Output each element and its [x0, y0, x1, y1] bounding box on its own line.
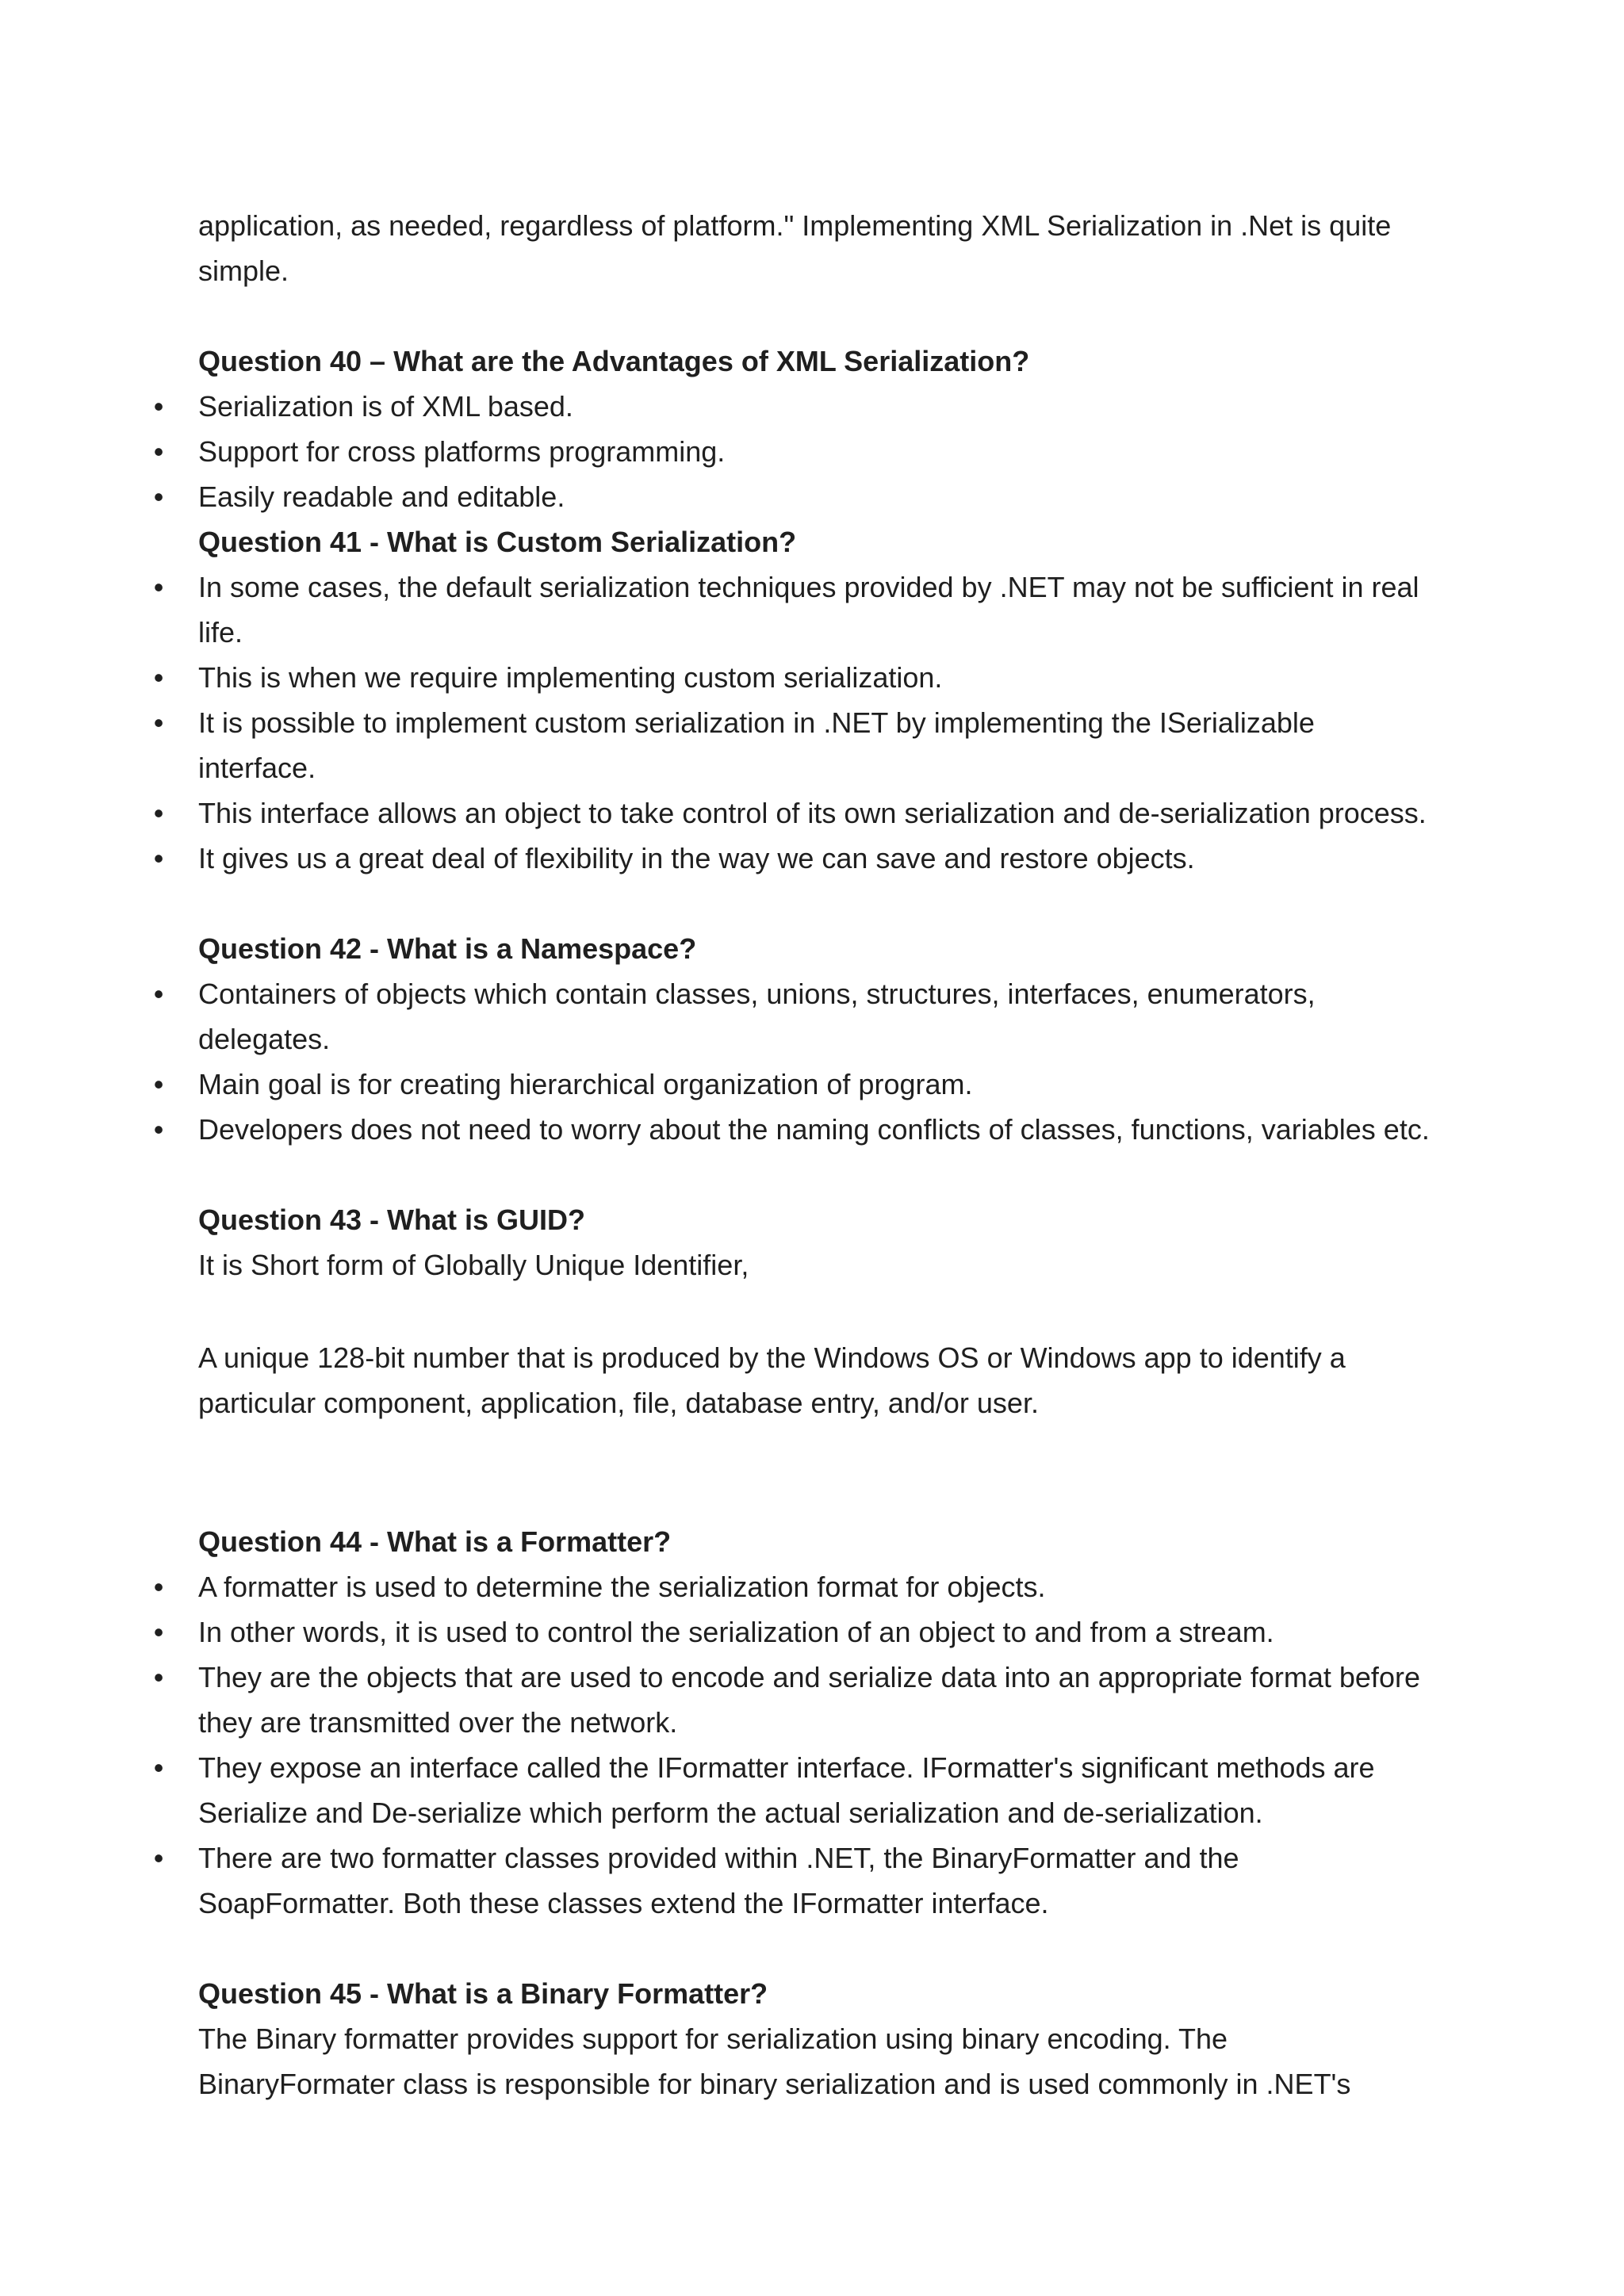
list-item-line: It is possible to implement custom serialization in .NET by implementing the ISerializable [198, 706, 1315, 739]
text-line: BinaryFormater class is responsible for binary serialization and is used commonly in .NET's [198, 2068, 1351, 2100]
list-item [153, 1107, 1451, 1152]
list-item-line: There are two formatter classes provided within .NET, the BinaryFormatter and the [198, 1842, 1239, 1874]
list-item-line: life. [198, 616, 243, 649]
question-45-heading: Question 45 - What is a Binary Formatter? [198, 1977, 768, 2010]
list-item-line: It gives us a great deal of flexibility in the way we can save and restore objects. [198, 842, 1195, 874]
list-item-line: delegates. [198, 1023, 331, 1055]
list-item-text: Serialization is of XML based. [198, 390, 573, 423]
question-41-list [153, 564, 1451, 881]
list-item [153, 1609, 1451, 1655]
list-item [153, 700, 1451, 790]
bullet-icon: • [153, 1571, 164, 1603]
question-42-heading: Question 42 - What is a Namespace? [198, 932, 697, 965]
bullet-icon: • [153, 1751, 164, 1784]
list-item-line: They are the objects that are used to encode and serialize data into an appropriate format before [198, 1661, 1420, 1693]
bullet-icon: • [153, 571, 164, 603]
list-item [153, 1745, 1451, 1835]
bullet-icon: • [153, 480, 164, 513]
list-item-line: In other words, it is used to control the serialization of an object to and from a stream. [198, 1616, 1274, 1648]
list-item [153, 384, 1451, 429]
text-line: simple. [198, 254, 289, 287]
question-44-heading: Question 44 - What is a Formatter? [198, 1525, 672, 1558]
list-item [153, 655, 1451, 700]
bullet-icon: • [153, 661, 164, 694]
bullet-icon: • [153, 1661, 164, 1693]
list-item-line: SoapFormatter. Both these classes extend the IFormatter interface. [198, 1887, 1049, 1919]
question-42-list [153, 971, 1451, 1152]
list-item-line: They expose an interface called the IFormatter interface. IFormatter's significant methods are [198, 1751, 1375, 1784]
list-item [153, 1062, 1451, 1107]
list-item-line: Developers does not need to worry about the naming conflicts of classes, functions, variables etc. [198, 1113, 1430, 1146]
bullet-icon: • [153, 1842, 164, 1874]
bullet-icon: • [153, 978, 164, 1010]
list-item-line: This is when we require implementing custom serialization. [198, 661, 943, 694]
question-40-list [153, 384, 1451, 519]
question-43-heading: Question 43 - What is GUID? [198, 1203, 586, 1236]
bullet-icon: • [153, 1068, 164, 1100]
list-item-line: This interface allows an object to take control of its own serialization and de-serialization process. [198, 797, 1427, 829]
list-item-line: A formatter is used to determine the serialization format for objects. [198, 1571, 1046, 1603]
list-item [153, 1564, 1451, 1609]
list-item [153, 971, 1451, 1062]
text-line: A unique 128-bit number that is produced by the Windows OS or Windows app to identify a [198, 1341, 1346, 1374]
bullet-icon: • [153, 1616, 164, 1648]
list-item-line: they are transmitted over the network. [198, 1706, 678, 1739]
bullet-icon: • [153, 842, 164, 874]
question-43-text: It is Short form of Globally Unique Identifier, [198, 1249, 749, 1281]
bullet-icon: • [153, 1113, 164, 1146]
list-item [153, 1835, 1451, 1926]
list-item [153, 836, 1451, 881]
text-line: particular component, application, file, database entry, and/or user. [198, 1387, 1039, 1419]
list-item [153, 474, 1451, 519]
page-content [153, 203, 1451, 2107]
list-item-line: Main goal is for creating hierarchical organization of program. [198, 1068, 973, 1100]
intro-paragraph [198, 203, 1451, 293]
list-item-line: Serialize and De-serialize which perform the actual serialization and de-serialization. [198, 1797, 1263, 1829]
bullet-icon: • [153, 390, 164, 423]
bullet-icon: • [153, 435, 164, 468]
list-item-text: Easily readable and editable. [198, 480, 565, 513]
question-41-heading: Question 41 - What is Custom Serialization? [198, 526, 797, 558]
text-line: application, as needed, regardless of platform." Implementing XML Serialization in .Net is quite [198, 209, 1392, 242]
question-44-list [153, 1564, 1451, 1926]
list-item-line: interface. [198, 752, 316, 784]
list-item [153, 1655, 1451, 1745]
list-item-line: In some cases, the default serialization techniques provided by .NET may not be sufficient in real [198, 571, 1419, 603]
question-40-heading: Question 40 – What are the Advantages of XML Serialization? [198, 345, 1030, 377]
bullet-icon: • [153, 706, 164, 739]
bullet-icon: • [153, 797, 164, 829]
list-item [153, 564, 1451, 655]
list-item-text: Support for cross platforms programming. [198, 435, 726, 468]
list-item-line: Containers of objects which contain classes, unions, structures, interfaces, enumerators, [198, 978, 1316, 1010]
question-43-paragraph [198, 1335, 1451, 1425]
list-item [153, 429, 1451, 474]
question-45-paragraph [198, 2016, 1451, 2107]
list-item [153, 790, 1451, 836]
text-line: The Binary formatter provides support for serialization using binary encoding. The [198, 2022, 1228, 2055]
